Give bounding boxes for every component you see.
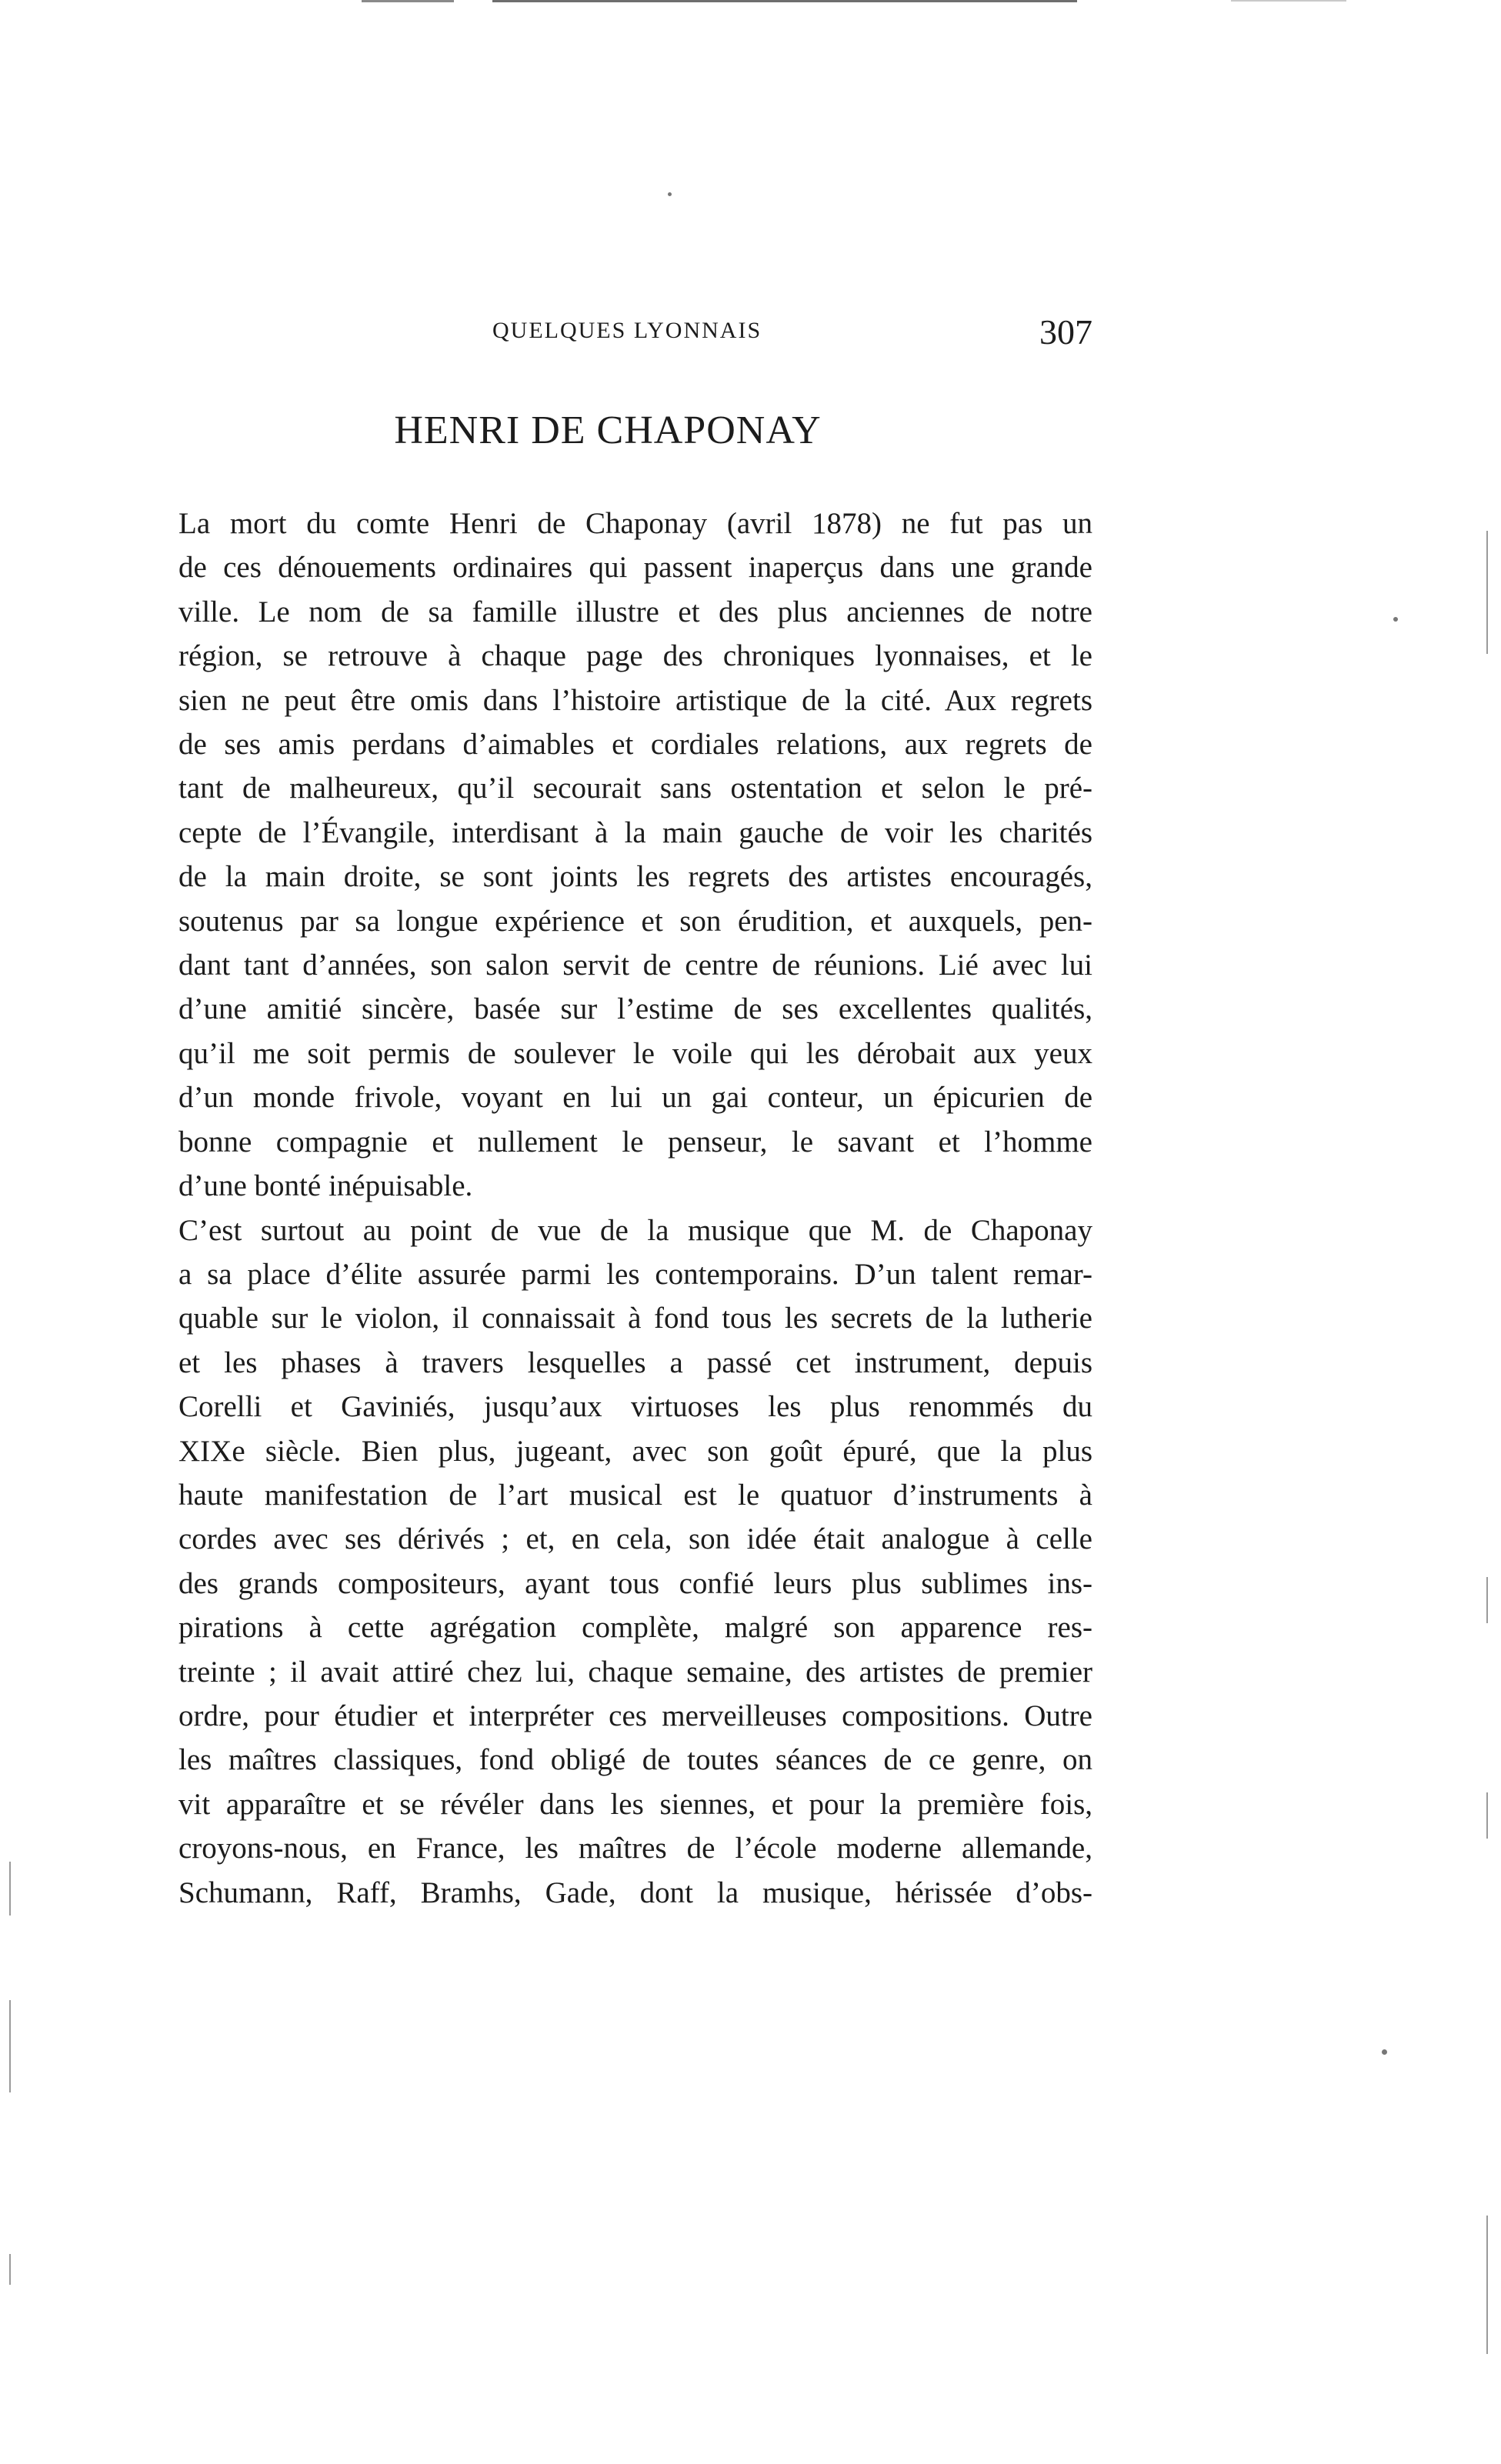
text-line: vit apparaître et se révéler dans les siennes, et pour la première fois, [178,1787,1092,1821]
scan-margin-mark [9,2254,11,2285]
text-line: quable sur le violon, il connaissait à fond tous les secrets de la lutherie [178,1302,1092,1335]
text-line: Corelli et Gaviniés, jusqu’aux virtuoses les plus renommés du [178,1390,1092,1424]
paragraph-2 [123,1209,1092,1916]
text-line: pirations à cette agrégation complète, malgré son apparence res- [178,1611,1092,1645]
text-line: C’est surtout au point de vue de la musique que M. de Chaponay [178,1213,1092,1247]
text-line: de ces dénouements ordinaires qui passent inaperçus dans une grande [178,551,1092,585]
scan-margin-mark [9,1862,11,1916]
text-line: ville. Le nom de sa famille illustre et des plus anciennes de notre [178,595,1092,629]
text-line: d’une amitié sincère, basée sur l’estime de ses excellentes qualités, [178,992,1092,1026]
text-line: des grands compositeurs, ayant tous confié leurs plus sublimes ins- [178,1566,1092,1600]
text-line: XIXe siècle. Bien plus, jugeant, avec son goût épuré, que la plus [178,1434,1092,1468]
text-line: a sa place d’élite assurée parmi les contemporains. D’un talent remar- [178,1257,1092,1291]
page-number: 307 [1039,312,1092,352]
paragraph-1 [123,502,1092,1209]
text-line: soutenus par sa longue expérience et son érudition, et auxquels, pen- [178,904,1092,938]
text-line: bonne compagnie et nullement le penseur, le savant et l’homme [178,1125,1092,1159]
text-line: et les phases à travers lesquelles a passé cet instrument, depuis [178,1345,1092,1379]
scan-margin-mark [1486,1577,1488,1623]
scan-margin-mark [1486,531,1488,654]
text-line: qu’il me soit permis de soulever le voile qui les dérobait aux yeux [178,1036,1092,1070]
text-line: cordes avec ses dérivés ; et, en cela, son idée était analogue à celle [178,1522,1092,1556]
top-rule-left [362,0,454,2]
text-line: de ses amis perdans d’aimables et cordiales relations, aux regrets de [178,728,1092,762]
scan-speck [668,192,672,196]
scan-margin-mark [1486,1792,1488,1839]
text-line: Schumann, Raff, Bramhs, Gade, dont la musique, hérissée d’obs- [178,1876,1092,1909]
running-head [123,312,1092,365]
text-line: croyons-nous, en France, les maîtres de l’école moderne allemande, [178,1832,1092,1866]
text-line: les maîtres classiques, fond obligé de toutes séances de ce genre, on [178,1743,1092,1777]
text-line: cepte de l’Évangile, interdisant à la main gauche de voir les charités [178,815,1092,849]
text-line: d’un monde frivole, voyant en lui un gai conteur, un épicurien de [178,1081,1092,1115]
text-line: dant tant d’années, son salon servit de centre de réunions. Lié avec lui [178,949,1092,982]
scan-speck [1393,617,1398,622]
scan-margin-mark [9,2000,11,2092]
top-rule-center [492,0,1077,2]
text-line: La mort du comte Henri de Chaponay (avril 1878) ne fut pas un [178,507,1092,540]
scan-speck [1382,2049,1387,2055]
text-line: tant de malheureux, qu’il secourait sans ostentation et selon le pré- [178,772,1092,805]
text-line: ordre, pour étudier et interpréter ces merveilleuses compositions. Outre [178,1699,1092,1732]
running-title: QUELQUES LYONNAIS [492,318,762,343]
text-line: de la main droite, se sont joints les regrets des artistes encouragés, [178,860,1092,894]
text-line: treinte ; il avait attiré chez lui, chaque semaine, des artistes de premier [178,1655,1092,1689]
body-text [123,502,1092,1915]
text-line: haute manifestation de l’art musical est le quatuor d’instruments à [178,1478,1092,1512]
scan-margin-mark [1486,2216,1488,2354]
top-rule-right [1231,0,1346,2]
chapter-title: HENRI DE CHAPONAY [394,408,822,452]
text-line: d’une bonté inépuisable. [178,1169,473,1203]
text-line: sien ne peut être omis dans l’histoire artistique de la cité. Aux regrets [178,683,1092,717]
text-line: région, se retrouve à chaque page des chroniques lyonnaises, et le [178,639,1092,673]
